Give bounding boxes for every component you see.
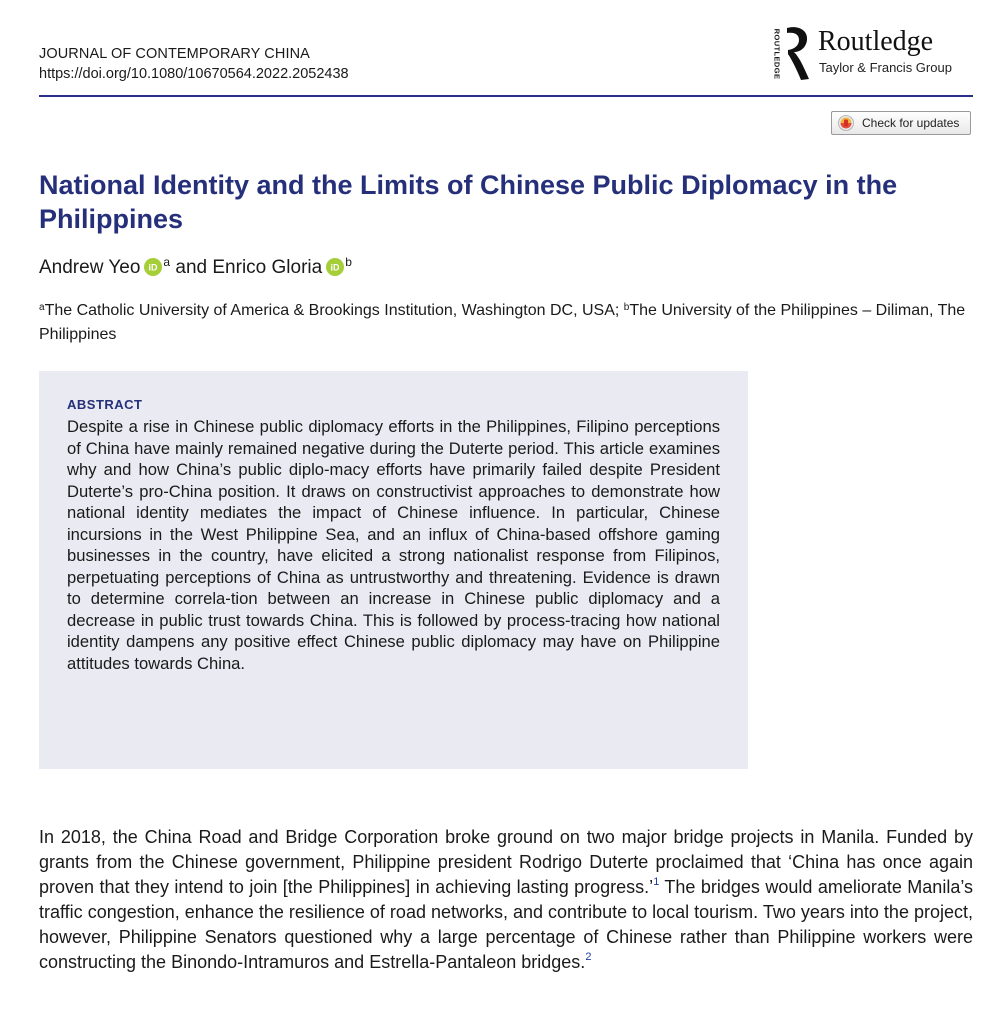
check-updates-icon: [838, 115, 854, 131]
author-separator: and: [175, 257, 208, 278]
publisher-name: Routledge: [818, 26, 934, 57]
svg-text:iD: iD: [330, 262, 340, 273]
affiliation-mark: a: [163, 255, 171, 269]
affiliation-mark: a: [39, 302, 45, 313]
svg-text:iD: iD: [148, 262, 158, 273]
affiliation-mark: b: [623, 302, 630, 313]
article-title: National Identity and the Limits of Chinese Public Diplomacy in the Philippines: [39, 170, 898, 234]
publisher-logo: [770, 22, 980, 82]
abstract-heading: ABSTRACT: [67, 397, 143, 412]
body-text-part: The bridges would ameliorate Manila’s traffic congestion, enhance the resilience of road networks, and contribute to local tourism. Two years into the project, however, Philippine Senators questioned why a large percentage of Chinese rather than Philippine workers were constructing the Binondo-Intramuros and Estrella-Pantaleon bridges.: [39, 877, 973, 972]
routledge-logo-icon: [784, 24, 810, 82]
check-for-updates-button[interactable]: [831, 111, 971, 135]
footnote-ref[interactable]: 2: [585, 951, 592, 963]
doi-link[interactable]: https://doi.org/10.1080/10670564.2022.2052438: [39, 66, 349, 82]
journal-name: JOURNAL OF CONTEMPORARY CHINA: [39, 46, 310, 62]
affiliations: [39, 299, 974, 347]
header-rule: [39, 95, 973, 97]
affiliation-text: The Catholic University of America & Brookings Institution, Washington DC, USA;: [44, 302, 624, 319]
author-name[interactable]: Andrew Yeo: [39, 257, 141, 278]
publisher-group: Taylor & Francis Group: [819, 60, 952, 75]
orcid-icon[interactable]: [326, 258, 344, 276]
publisher-vertical-label: ROUTLEDGE: [772, 28, 782, 80]
journal-header: [39, 44, 349, 84]
author-name[interactable]: Enrico Gloria: [212, 257, 323, 278]
orcid-icon[interactable]: [144, 258, 162, 276]
abstract-box: [39, 371, 748, 769]
affiliation-mark: b: [345, 255, 352, 269]
footnote-ref[interactable]: 1: [653, 876, 660, 888]
body-text-part: In 2018, the China Road and Bridge Corporation broke ground on two major bridge projects in Manila. Funded by grants from the Chinese government, Philippine president Rodrigo Duterte proclaimed that ‘China has once again proven that they intend to join [the Philippines] in achieving lasting progress.’: [39, 827, 973, 897]
check-updates-label: Check for updates: [862, 116, 960, 130]
author-line: [39, 254, 352, 282]
body-paragraph: [39, 825, 973, 975]
affiliation-text: The University of the Philippines – Diliman, The Philippines: [39, 302, 966, 343]
abstract-text: Despite a rise in Chinese public diplomacy efforts in the Philippines, Filipino perceptions of China have mainly remained negative during the Duterte period. This article examines why and how China’s public diplo-macy efforts have primarily failed despite President Duterte’s pro-China position. It draws on constructivist approaches to demonstrate how national identity mediates the impact of Chinese influence. In particular, Chinese incursions in the West Philippine Sea, and an influx of China-based offshore gaming businesses in the country, have elicited a strong nationalist response from Filipinos, perpetuating perceptions of China as untrustworthy and threatening. Evidence is drawn to determine correla-tion between an increase in Chinese public diplomacy and a decrease in public trust towards China. This is followed by process-tracing how national identity dampens any positive effect Chinese public diplomacy may have on Philippine attitudes towards China.: [67, 417, 720, 673]
